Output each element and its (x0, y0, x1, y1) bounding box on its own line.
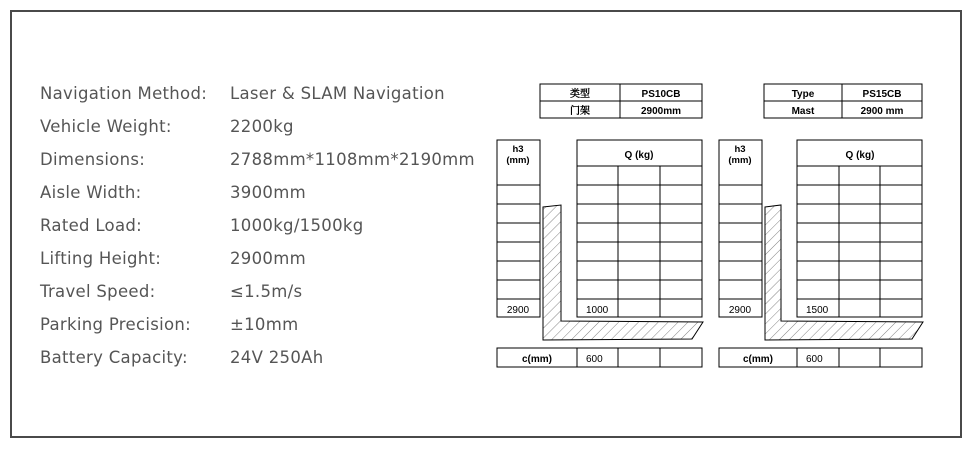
q-value: 1500 (806, 305, 829, 316)
spec-value: ≤1.5m/s (230, 282, 303, 301)
spec-value: 1000kg/1500kg (230, 216, 364, 235)
mast-value: 2900mm (640, 106, 682, 117)
spec-value: 2788mm*1108mm*2190mm (230, 150, 475, 169)
spec-label: Travel Speed: (40, 282, 156, 301)
type-label: 类型 (570, 89, 590, 100)
h3-unit: (mm) (728, 155, 752, 166)
mast-value: 2900 mm (860, 106, 904, 117)
q-label: Q (kg) (845, 150, 875, 161)
h3-value: 2900 (728, 305, 752, 316)
load-diagram-2 (719, 84, 923, 367)
h3-unit: (mm) (506, 155, 530, 166)
mast-label: Mast (791, 106, 815, 117)
c-value: 600 (806, 354, 823, 365)
spec-value: 2200kg (230, 117, 294, 136)
h3-column (719, 140, 762, 317)
spec-label: Lifting Height: (40, 249, 162, 268)
spec-label: Parking Precision: (40, 315, 191, 334)
mast-label: 门架 (570, 106, 590, 117)
spec-label: Navigation Method: (40, 84, 208, 103)
spec-label: Dimensions: (40, 150, 146, 169)
spec-value: 3900mm (230, 183, 306, 202)
h3-column (497, 140, 540, 317)
q-value: 1000 (586, 305, 609, 316)
load-diagram-1 (497, 84, 703, 367)
spec-value: 24V 250Ah (230, 348, 324, 367)
c-value: 600 (586, 354, 603, 365)
spec-label: Rated Load: (40, 216, 142, 235)
q-table (797, 140, 922, 317)
type-value: PS10CB (641, 89, 681, 100)
spec-value: ±10mm (230, 315, 299, 334)
h3-value: 2900 (506, 305, 530, 316)
fork-outline (543, 205, 703, 340)
type-label: Type (791, 89, 815, 100)
h3-label: h3 (734, 144, 746, 155)
spec-value: 2900mm (230, 249, 306, 268)
h3-label: h3 (512, 144, 524, 155)
fork-outline (765, 205, 923, 340)
spec-value: Laser & SLAM Navigation (230, 84, 445, 103)
q-label: Q (kg) (624, 150, 654, 161)
c-label: c(mm) (521, 354, 553, 365)
c-label: c(mm) (742, 354, 774, 365)
type-value: PS15CB (862, 89, 902, 100)
spec-label: Aisle Width: (40, 183, 142, 202)
q-table (577, 140, 702, 317)
spec-label: Battery Capacity: (40, 348, 188, 367)
spec-label: Vehicle Weight: (40, 117, 172, 136)
